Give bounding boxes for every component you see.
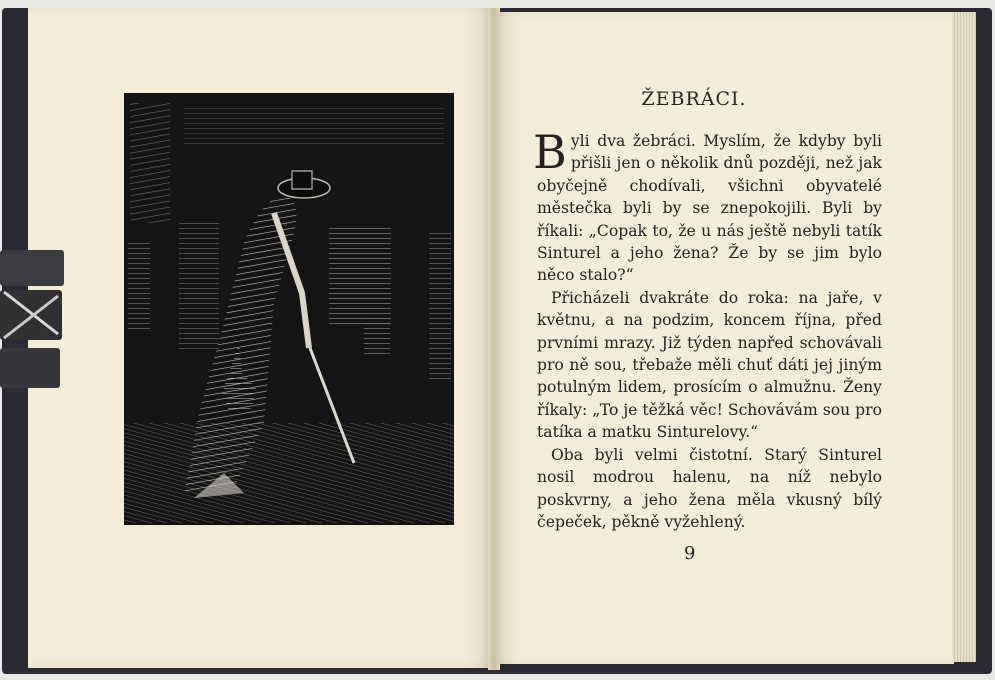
- binder-clip: [0, 250, 68, 390]
- page-number: 9: [684, 543, 696, 564]
- body-text: [533, 125, 882, 533]
- page-edges: [952, 12, 976, 662]
- woodcut-illustration: [124, 93, 454, 525]
- first-paragraph: [533, 125, 882, 287]
- drop-cap: B: [533, 125, 567, 179]
- chapter-title: ŽEBRÁCI.: [641, 88, 747, 110]
- second-paragraph: Přicházeli dvakráte do roka: na jaře, v květnu, a na podzim, koncem října, před prvními mrazy. Již týden napřed schovávali pro ně sou, třebaže měli chuť dáti jej jiným potulným lidem, prosícím o almužnu. Ženy říkaly: „To je těžká věc! Schovávám sou pro tatíka a matku Sinturelovy.“: [537, 288, 882, 442]
- third-paragraph: Oba byli velmi čistotní. Starý Sinturel nosil modrou halenu, na níž nebylo poskvrny, a jeho žena měla vkusný bílý čepeček, pěkně vyžehlený.: [537, 445, 882, 531]
- first-paragraph-text: yli dva žebráci. Myslím, že kdyby byli přišli jen o několik dnů později, než jak obyčejně chodívali, všichni obyvatelé městečka byli by se znepokojili. Byli by říkali: „Copak to, že u nás ještě nebyli tatík Sinturel a jeho žena? Že by se jim bylo něco stalo?“: [537, 132, 882, 285]
